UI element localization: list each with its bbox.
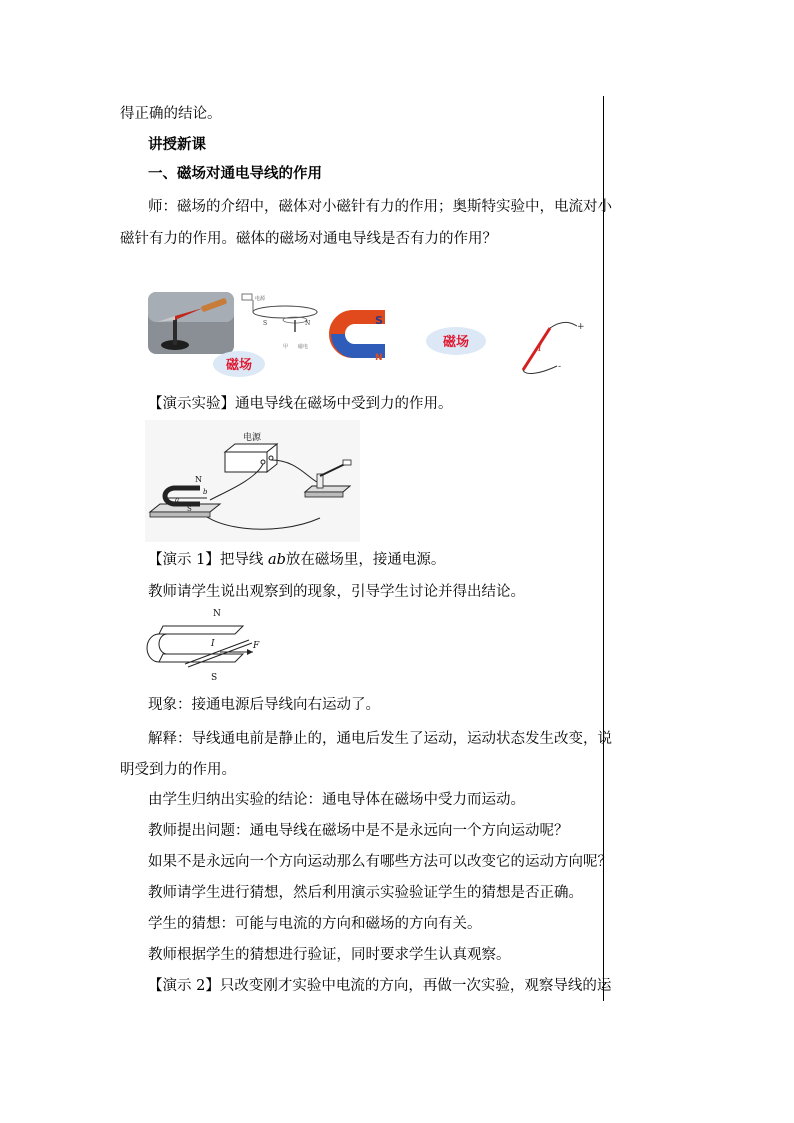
pole-n-label: N xyxy=(213,609,221,619)
paragraph-line: 教师请学生说出观察到的现象，引导学生讨论并得出结论。 xyxy=(148,584,525,600)
badge-label: 磁场 xyxy=(442,335,470,350)
svg-text:电源: 电源 xyxy=(255,296,266,302)
oersted-sketch xyxy=(242,294,317,350)
current-label: I xyxy=(538,344,542,354)
oersted-pole-n: N xyxy=(305,320,311,327)
point-b-label: b xyxy=(203,488,208,496)
paragraph-line: 如果不是永远向一个方向运动那么有哪些方法可以改变它的运动方向呢？ xyxy=(148,854,612,870)
current-wire-sketch xyxy=(523,322,585,373)
demo-title: 【演示实验】通电导线在磁场中受到力的作用。 xyxy=(148,396,453,412)
pole-s-label: S xyxy=(211,673,218,683)
magnet-pole-n: N xyxy=(375,353,383,363)
force-diagram xyxy=(145,604,265,686)
magnetism-illustration-row xyxy=(145,290,605,382)
pole-s-label: S xyxy=(187,505,192,513)
paragraph-line: 教师提出问题：通电导线在磁场中是不是永远向一个方向运动呢？ xyxy=(148,823,569,839)
pole-n-label: N xyxy=(195,475,202,484)
demo-1-line xyxy=(148,550,445,570)
paragraph-line: 教师请学生进行猜想，然后利用演示实验验证学生的猜想是否正确。 xyxy=(148,885,583,901)
magnet-pole-s: S xyxy=(375,314,383,327)
point-a-label: a xyxy=(175,496,180,504)
wire-ab-label: ab xyxy=(267,552,286,568)
paragraph-line: 解释：导线通电前是静止的，通电后发生了运动，运动状态发生改变，说 xyxy=(148,731,612,747)
terminal-plus: + xyxy=(577,322,585,332)
svg-text:甲 磁电: 甲 磁电 xyxy=(283,344,309,350)
u-magnet-icon xyxy=(336,314,385,363)
demo-1-prefix: 【演示 1】把导线 xyxy=(148,552,268,568)
badge-label: 磁场 xyxy=(225,358,253,373)
paragraph-line: 【演示 2】只改变刚才实验中电流的方向，再做一次实验，观察导线的运 xyxy=(148,978,612,994)
section-heading: 讲授新课 xyxy=(148,136,206,153)
oersted-pole-s: S xyxy=(263,320,268,327)
terminal-minus: - xyxy=(558,362,562,372)
paragraph-line: 师：磁场的介绍中，磁体对小磁针有力的作用；奥斯特实验中，电流对小 xyxy=(148,199,612,215)
paragraph-line: 明受到力的作用。 xyxy=(120,762,236,778)
paragraph-line: 教师根据学生的猜想进行验证，同时要求学生认真观察。 xyxy=(148,947,511,963)
paragraph-line: 现象：接通电源后导线向右运动了。 xyxy=(148,697,380,713)
force-label: F xyxy=(253,641,260,651)
demo-1-suffix: 放在磁场里，接通电源。 xyxy=(285,552,446,568)
text-line: 得正确的结论。 xyxy=(120,106,222,122)
current-label: I xyxy=(211,639,215,649)
paragraph-line: 磁针有力的作用。磁体的磁场对通电导线是否有力的作用？ xyxy=(120,231,497,247)
apparatus-diagram xyxy=(145,420,360,542)
paragraph-line: 学生的猜想：可能与电流的方向和磁场的方向有关。 xyxy=(148,916,482,932)
power-label: 电源 xyxy=(243,433,262,443)
paragraph-line: 由学生归纳出实验的结论：通电导体在磁场中受力而运动。 xyxy=(148,792,525,808)
subsection-heading: 一、磁场对通电导线的作用 xyxy=(148,165,322,182)
